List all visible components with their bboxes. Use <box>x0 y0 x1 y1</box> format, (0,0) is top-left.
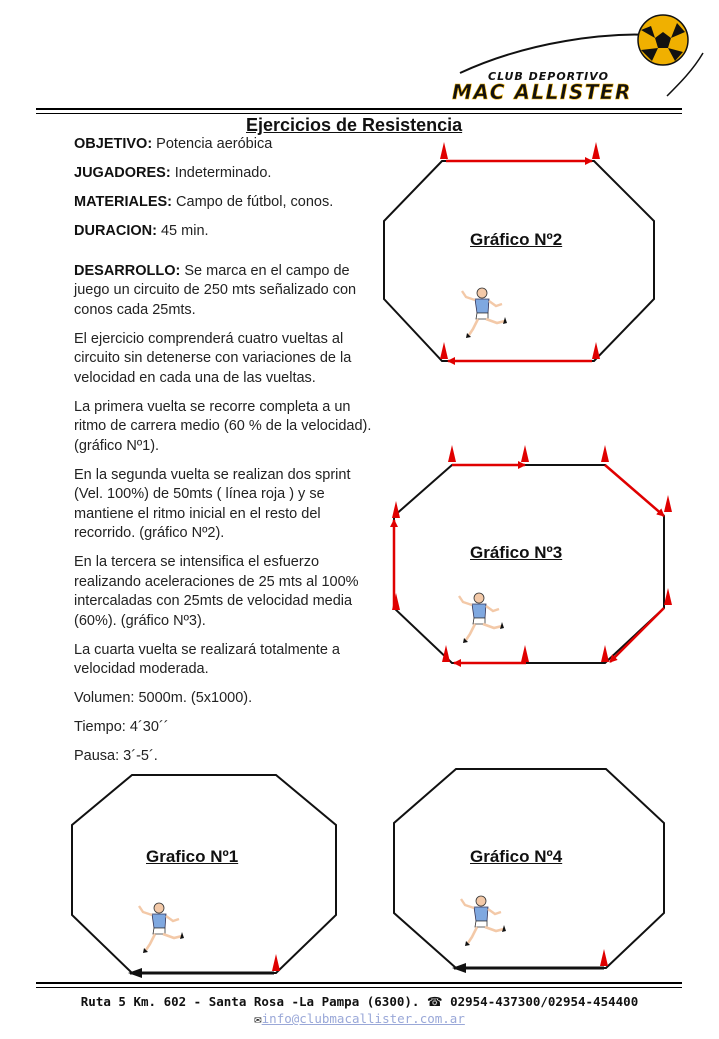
duracion-value: 45 min. <box>156 223 209 239</box>
cone-icon <box>272 954 280 971</box>
paragraph-3: En la segunda vuelta se realizan dos sprint (Vel. 100%) de 50mts ( línea roja ) y se mantiene el ritmo inicial en el resto del recorrido. (gráfico Nº2). <box>74 466 351 541</box>
body-text <box>74 135 379 776</box>
volumen-line: Volumen: 5000m. (5x1000). <box>74 690 253 706</box>
page-title: Ejercicios de Resistencia <box>246 115 463 135</box>
cone-icon <box>440 342 448 359</box>
materiales-value: Campo de fútbol, conos. <box>172 194 334 210</box>
paragraph-1: El ejercicio comprenderá cuatro vueltas al circuito sin detenerse con variaciones de la velocidad en cada una de las vueltas. <box>74 330 352 386</box>
circuit-outline <box>72 775 336 973</box>
cone-icon <box>592 342 600 359</box>
paragraph-2: La primera vuelta se recorre completa a un ritmo de carrera medio (60 % de la velocidad). (gráfico Nº1). <box>74 398 372 454</box>
runner-icon <box>139 903 184 953</box>
circuit-outline <box>394 769 664 968</box>
sprint-line <box>610 608 664 662</box>
logo-name-text: MAC ALLISTER <box>452 80 632 104</box>
cone-icon <box>601 645 609 662</box>
pausa-line: Pausa: 3´-5´. <box>74 748 158 764</box>
materiales-line <box>74 193 379 213</box>
runner-icon <box>461 896 506 946</box>
diagram-2 <box>380 140 665 370</box>
objetivo-label: OBJETIVO: <box>74 136 153 152</box>
circuit-outline <box>394 465 664 663</box>
cone-icon <box>601 445 609 462</box>
email-link[interactable]: info@clubmacallister.com.ar <box>261 1011 465 1026</box>
duracion-line <box>74 222 379 242</box>
cone-icon <box>592 142 600 159</box>
footer-email-line <box>0 1011 719 1026</box>
objetivo-line <box>74 135 379 155</box>
footer-address: Ruta 5 Km. 602 - Santa Rosa -La Pampa (6300). <box>80 994 427 1009</box>
desarrollo-paragraph <box>74 262 379 321</box>
cone-icon <box>440 142 448 159</box>
header-rule <box>36 108 682 110</box>
jugadores-line <box>74 164 379 184</box>
cone-icon <box>664 588 672 605</box>
footer-phones: 02954-437300/02954-454400 <box>442 994 639 1009</box>
desarrollo-value: Se marca en el campo de juego un circuito de 250 mts señalizado con conos cada 25mts. <box>74 262 357 318</box>
tiempo-line: Tiempo: 4´30´´ <box>74 719 169 735</box>
cone-icon <box>600 949 608 966</box>
diagram-2-label: Gráfico Nº2 <box>470 230 563 249</box>
paragraph-4: En la tercera se intensifica el esfuerzo realizando aceleraciones de 25 mts al 100% intercaladas con 25mts de velocidad media (60%). (gráfico Nº3). <box>74 554 359 629</box>
runner-icon <box>459 593 504 643</box>
footer-rule-thin <box>36 987 682 988</box>
materiales-label: MATERIALES: <box>74 194 173 210</box>
cone-icon <box>392 501 400 518</box>
header-rule-thin <box>36 113 682 114</box>
cone-icon <box>521 445 529 462</box>
desarrollo-label: DESARROLLO: <box>74 262 181 279</box>
cone-icon <box>664 495 672 512</box>
cone-icon <box>521 645 529 662</box>
footer-address-line <box>0 994 719 1009</box>
sprint-line <box>605 465 664 516</box>
logo-club-text: CLUB DEPORTIVO <box>488 70 609 83</box>
jugadores-label: JUGADORES: <box>74 165 171 181</box>
phone-icon: ☎ <box>426 994 443 1009</box>
soccer-ball-icon <box>638 15 688 65</box>
footer-rule <box>36 982 682 984</box>
diagram-4 <box>388 765 673 980</box>
jugadores-value: Indeterminado. <box>170 165 272 181</box>
diagram-1 <box>66 765 351 980</box>
diagram-3-label: Gráfico Nº3 <box>470 543 563 562</box>
diagram-4-label: Gráfico Nº4 <box>470 847 563 866</box>
objetivo-value: Potencia aeróbica <box>152 136 273 152</box>
runner-icon <box>462 288 507 338</box>
cone-icon <box>448 445 456 462</box>
paragraph-5: La cuarta vuelta se realizará totalmente a velocidad moderada. <box>74 641 340 677</box>
diagram-1-label: Grafico Nº1 <box>146 847 239 866</box>
duracion-label: DURACION: <box>74 223 157 239</box>
envelope-icon: ✉ <box>254 1011 262 1026</box>
circuit-outline <box>384 161 654 361</box>
